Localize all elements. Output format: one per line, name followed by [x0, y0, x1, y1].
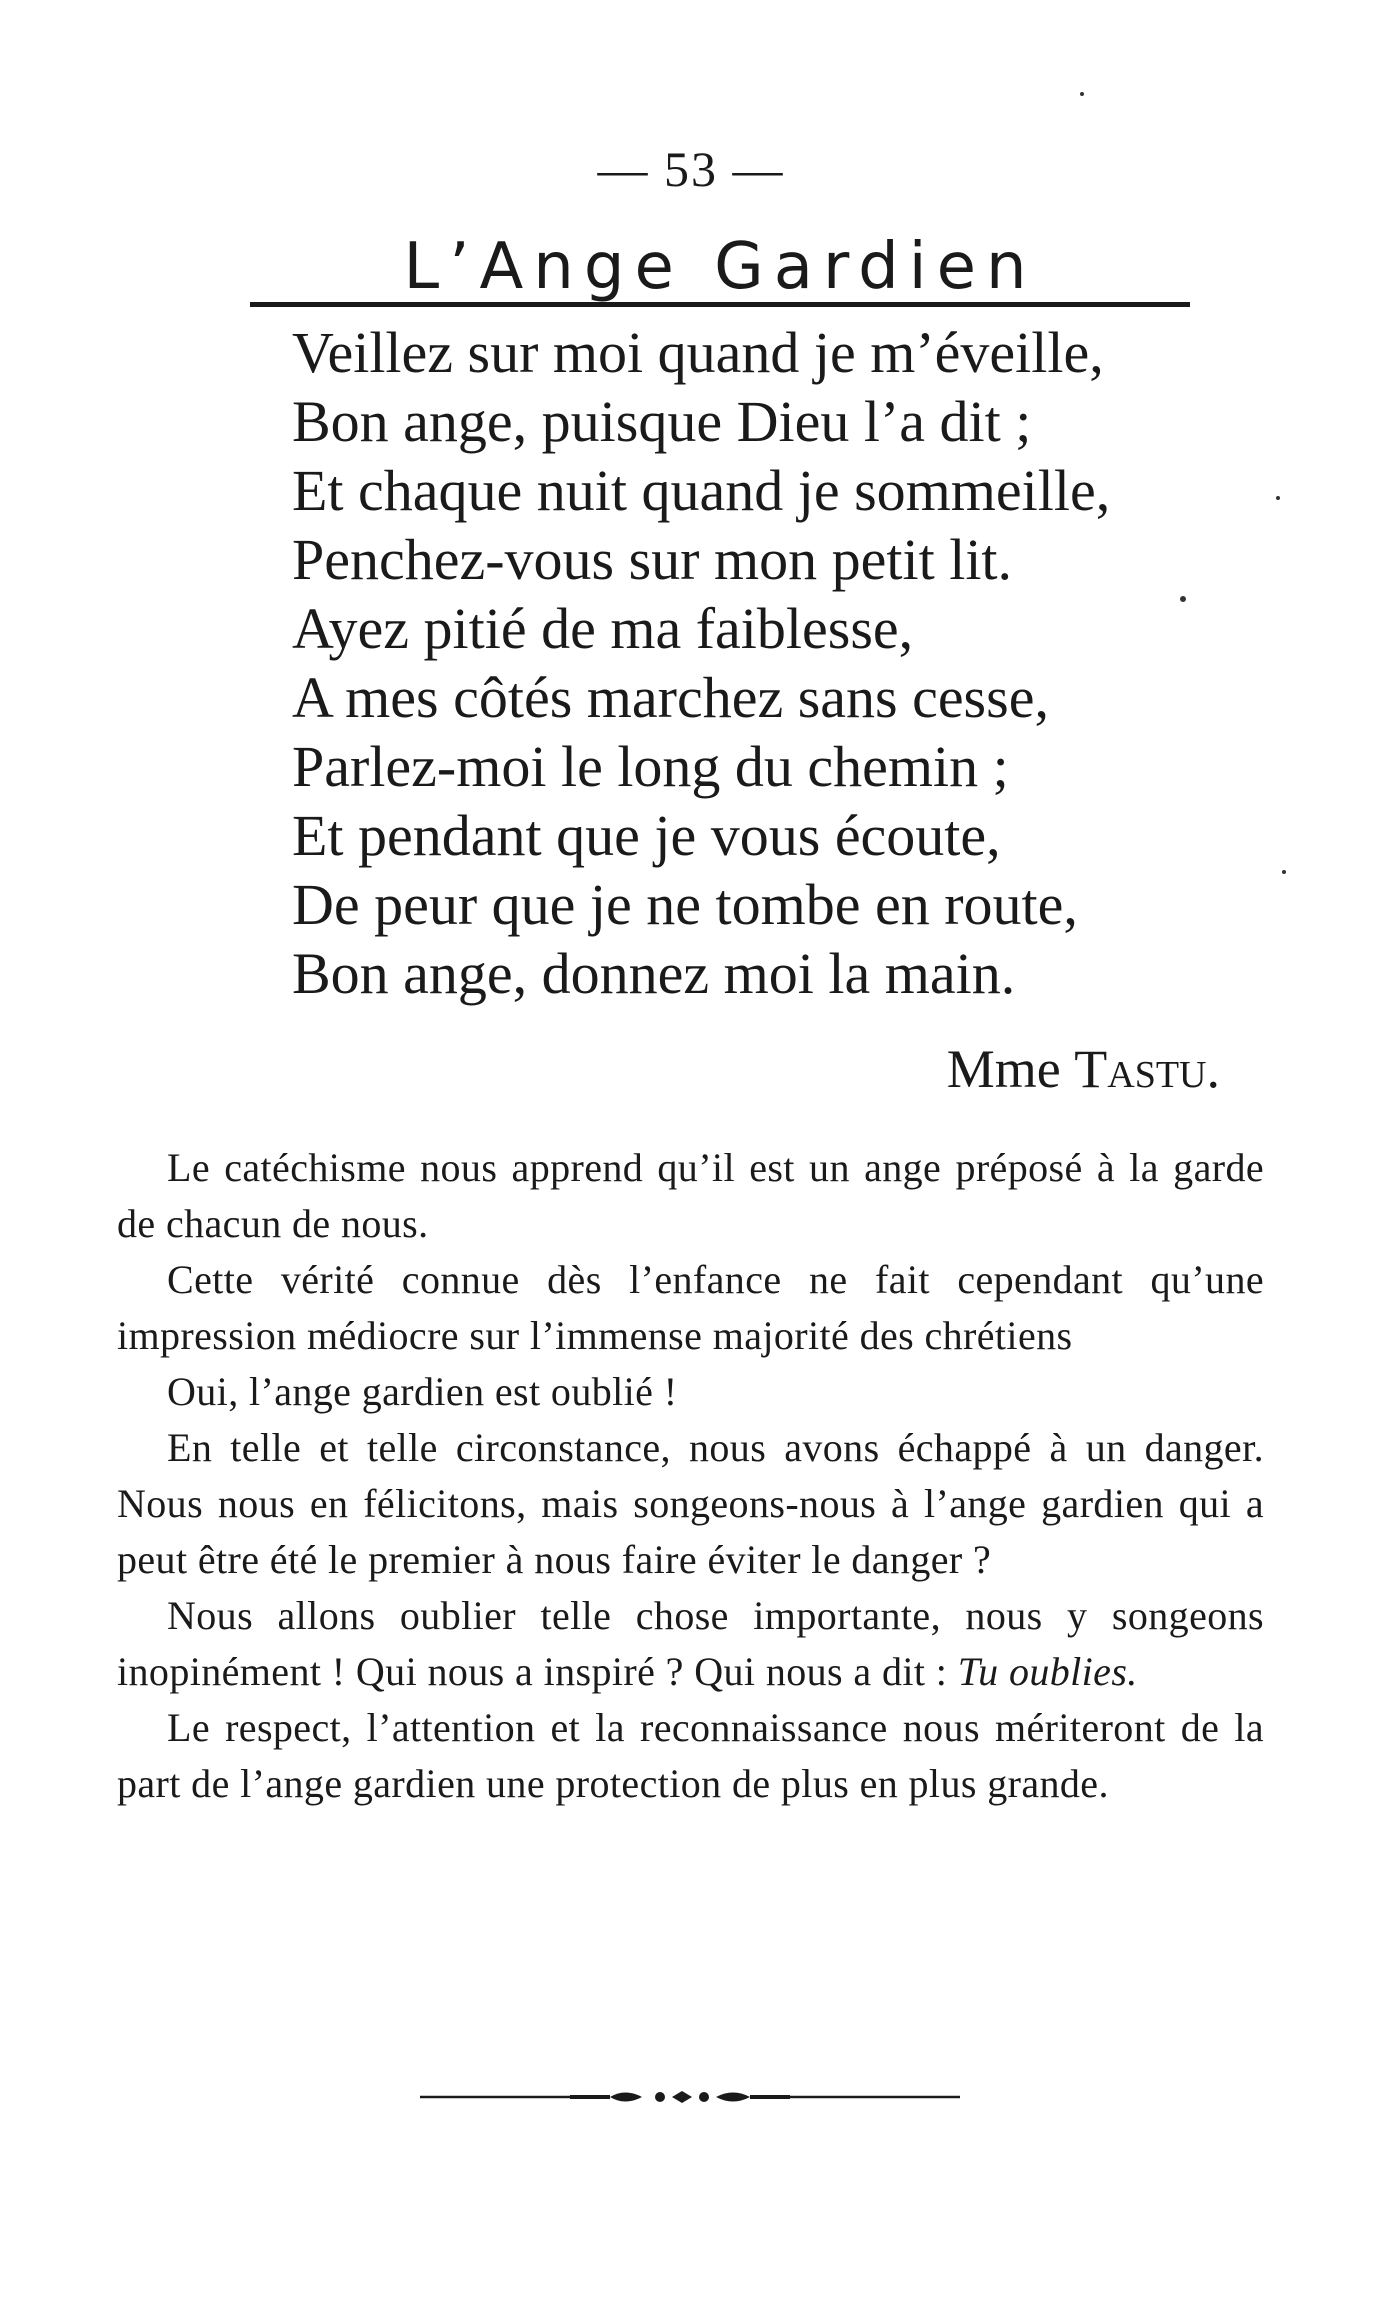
- page-number: — 53 —: [597, 141, 785, 197]
- poem-line: Bon ange, donnez moi la main.: [292, 941, 1016, 1006]
- prose-text: Nous allons oublier telle chose importante, nous y songeons inopinément ! Qui nous a inspiré ? Qui nous a dit :: [117, 1593, 1264, 1694]
- prose-paragraph: Cette vérité connue dès l’enfance ne fait cependant qu’une impression médiocre sur l’immense majorité des chrétiens: [117, 1257, 1264, 1358]
- prose-paragraph: [117, 1588, 1264, 1700]
- poem-title: L’Ange Gardien: [250, 232, 1190, 307]
- ornament-divider: [420, 2082, 960, 2112]
- poem-author: [947, 1038, 1220, 1100]
- poem-line: A mes côtés marchez sans cesse,: [292, 665, 1049, 730]
- prose-paragraph: Le catéchisme nous apprend qu’il est un ange préposé à la garde de chacun de nous.: [117, 1145, 1264, 1246]
- poem-line: De peur que je ne tombe en route,: [292, 872, 1078, 937]
- print-speck: [1282, 870, 1286, 874]
- author-prefix: Mme: [946, 1039, 1061, 1099]
- author-name: Tastu.: [1074, 1039, 1220, 1099]
- poem-line: Penchez-vous sur mon petit lit.: [292, 527, 1013, 592]
- print-speck: [1276, 496, 1280, 500]
- poem-line: Et chaque nuit quand je sommeille,: [292, 458, 1111, 523]
- prose-paragraph: Oui, l’ange gardien est oublié !: [167, 1369, 678, 1414]
- poem-stanza: [292, 318, 1252, 1008]
- poem-line: Ayez pitié de ma faiblesse,: [292, 596, 914, 661]
- print-speck: [1080, 92, 1084, 96]
- poem-line: Parlez-moi le long du chemin ;: [292, 734, 1009, 799]
- poem-line: Veillez sur moi quand je m’éveille,: [292, 320, 1104, 385]
- poem-line: Bon ange, puisque Dieu l’a dit ;: [292, 389, 1032, 454]
- print-speck: [1180, 596, 1186, 602]
- prose-paragraph: En telle et telle circonstance, nous avons échappé à un danger. Nous nous en félicitons, mais songeons-nous à l’ange gardien qui a peut être été le premier à nous faire éviter le danger ?: [117, 1425, 1264, 1582]
- prose-italic: Tu oublies.: [957, 1649, 1138, 1694]
- prose-body: [117, 1140, 1264, 1812]
- prose-paragraph: Le respect, l’attention et la reconnaissance nous mériteront de la part de l’ange gardien une protection de plus en plus grande.: [117, 1705, 1264, 1806]
- poem-line: Et pendant que je vous écoute,: [292, 803, 1001, 868]
